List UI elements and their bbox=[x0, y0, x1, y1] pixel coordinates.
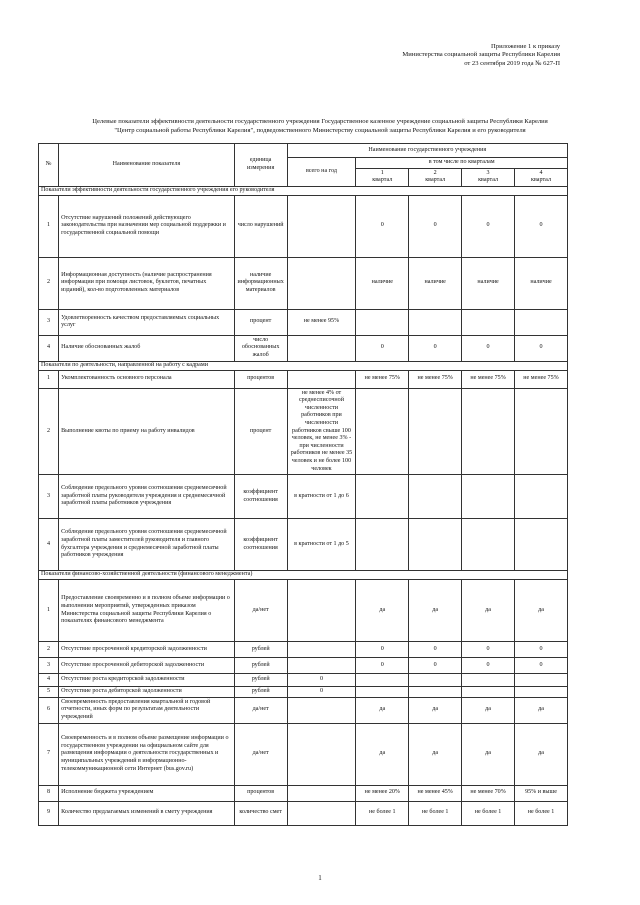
row-quarter-value: да bbox=[462, 697, 515, 723]
row-year-value bbox=[287, 580, 356, 642]
row-quarter-value: не менее 45% bbox=[409, 785, 462, 801]
appendix-block bbox=[402, 43, 560, 68]
row-quarter-value: не более 1 bbox=[409, 801, 462, 825]
row-name: Своевременность предоставления квартальной и годовой отчетности, иных форм по результатам деятельности учреждений bbox=[59, 697, 235, 723]
row-unit: процентов bbox=[234, 370, 287, 388]
row-name: Исполнение бюджета учреждением bbox=[59, 785, 235, 801]
row-name: Соблюдение предельного уровня соотношения среднемесячной заработной платы заместителей руководителя и главного бухгалтера учреждения и среднемесячной заработной платы работников учреждения bbox=[59, 519, 235, 571]
row-quarter-value: да bbox=[409, 723, 462, 785]
row-quarter-value bbox=[462, 309, 515, 335]
row-year-value bbox=[287, 723, 356, 785]
row-quarter-value: 0 bbox=[515, 642, 568, 658]
row-quarter-value: 0 bbox=[409, 335, 462, 361]
section-title: Показатели финансово-хозяйственной деятельности (финансового менеджмента) bbox=[39, 571, 568, 580]
row-quarter-value: да bbox=[356, 580, 409, 642]
row-quarter-value: да bbox=[515, 580, 568, 642]
row-name: Удовлетворенность качеством предоставляемых социальных услуг bbox=[59, 309, 235, 335]
row-quarter-value bbox=[409, 674, 462, 687]
row-quarter-value bbox=[409, 309, 462, 335]
row-number: 6 bbox=[39, 697, 59, 723]
table-row bbox=[39, 309, 568, 335]
row-quarter-value: 0 bbox=[356, 658, 409, 674]
row-year-value: не менее 4% от среднесписочной численности работников при численности работников свыше 100 человек, не менее 3% - при численности работников не менее 35 человек и не более 100 человек bbox=[287, 388, 356, 475]
row-name: Укомплектованность основного персонала bbox=[59, 370, 235, 388]
row-unit: наличие информационных материалов bbox=[234, 257, 287, 309]
row-year-value bbox=[287, 335, 356, 361]
row-quarter-value: не менее 75% bbox=[515, 370, 568, 388]
row-quarter-value: не более 1 bbox=[462, 801, 515, 825]
table-row bbox=[39, 519, 568, 571]
row-year-value bbox=[287, 785, 356, 801]
row-unit: коэффициент соотношения bbox=[234, 475, 287, 519]
row-year-value bbox=[287, 642, 356, 658]
section-header bbox=[39, 571, 568, 580]
row-year-value bbox=[287, 195, 356, 257]
row-number: 2 bbox=[39, 642, 59, 658]
row-quarter-value bbox=[409, 475, 462, 519]
table-row bbox=[39, 580, 568, 642]
row-quarter-value: наличие bbox=[409, 257, 462, 309]
row-quarter-value: 0 bbox=[515, 195, 568, 257]
row-year-value bbox=[287, 257, 356, 309]
row-quarter-value: да bbox=[356, 697, 409, 723]
row-quarter-value: да bbox=[356, 723, 409, 785]
row-quarter-value: 0 bbox=[462, 335, 515, 361]
table-row bbox=[39, 687, 568, 698]
appendix-line: от 23 сентября 2019 года № 627-П bbox=[464, 59, 560, 67]
table-row bbox=[39, 475, 568, 519]
row-quarter-value: 0 bbox=[356, 195, 409, 257]
row-unit: количество смет bbox=[234, 801, 287, 825]
header-name: Наименование показателя bbox=[59, 144, 235, 187]
row-quarter-value: не более 1 bbox=[515, 801, 568, 825]
row-quarter-value: да bbox=[462, 580, 515, 642]
row-quarter-value bbox=[515, 674, 568, 687]
row-year-value bbox=[287, 370, 356, 388]
table-row bbox=[39, 335, 568, 361]
row-quarter-value bbox=[409, 687, 462, 698]
row-number: 1 bbox=[39, 370, 59, 388]
appendix-line: Министерства социальной защиты Республики Карелия bbox=[402, 51, 560, 59]
row-name: Отсутствие роста кредиторской задолженности bbox=[59, 674, 235, 687]
row-quarter-value bbox=[409, 388, 462, 475]
row-unit: число обоснованных жалоб bbox=[234, 335, 287, 361]
row-quarter-value bbox=[462, 687, 515, 698]
row-quarter-value: 0 bbox=[462, 195, 515, 257]
row-quarter-value bbox=[515, 309, 568, 335]
row-quarter-value: не более 1 bbox=[356, 801, 409, 825]
row-year-value bbox=[287, 697, 356, 723]
row-quarter-value: 95% и выше bbox=[515, 785, 568, 801]
table-row bbox=[39, 801, 568, 825]
row-quarter-value: 0 bbox=[515, 335, 568, 361]
section-title: Показатели эффективности деятельности государственного учреждения его руководителя bbox=[39, 186, 568, 195]
row-quarter-value: не менее 70% bbox=[462, 785, 515, 801]
row-unit: коэффициент соотношения bbox=[234, 519, 287, 571]
header-num: № bbox=[39, 144, 59, 187]
row-unit: процент bbox=[234, 388, 287, 475]
row-quarter-value: да bbox=[515, 723, 568, 785]
row-quarter-value: 0 bbox=[462, 658, 515, 674]
table-row bbox=[39, 257, 568, 309]
row-name: Отсутствие роста дебиторской задолженности bbox=[59, 687, 235, 698]
row-name: Наличие обоснованных жалоб bbox=[59, 335, 235, 361]
header-quarters: в том числе по кварталам bbox=[356, 158, 568, 169]
row-quarter-value: не менее 20% bbox=[356, 785, 409, 801]
table-row bbox=[39, 697, 568, 723]
section-header bbox=[39, 186, 568, 195]
row-quarter-value: не менее 75% bbox=[462, 370, 515, 388]
table-row bbox=[39, 388, 568, 475]
table-row bbox=[39, 195, 568, 257]
row-quarter-value: да bbox=[409, 580, 462, 642]
row-quarter-value bbox=[462, 674, 515, 687]
row-number: 5 bbox=[39, 687, 59, 698]
row-number: 3 bbox=[39, 309, 59, 335]
row-quarter-value: 0 bbox=[462, 642, 515, 658]
row-number: 2 bbox=[39, 257, 59, 309]
row-name: Отсутствие нарушений положений действующего законодательства при назначении мер социальной поддержки и государственной социальной помощи bbox=[59, 195, 235, 257]
title-line: "Центр социальной работы Республики Карелия", подведомственного Министерству социальной защиты Республики Карелия и его руководителя bbox=[114, 126, 526, 134]
document-title bbox=[40, 118, 600, 135]
row-quarter-value: да bbox=[515, 697, 568, 723]
row-number: 3 bbox=[39, 658, 59, 674]
row-quarter-value bbox=[515, 519, 568, 571]
row-quarter-value bbox=[356, 674, 409, 687]
header-quarter: 2 квартал bbox=[409, 168, 462, 186]
row-year-value: в кратности от 1 до 5 bbox=[287, 519, 356, 571]
title-line: Целевые показатели эффективности деятельности государственного учреждения Государственное казенное учреждение социальной защиты Республики Карелия bbox=[92, 118, 548, 125]
row-quarter-value bbox=[515, 388, 568, 475]
row-quarter-value bbox=[356, 687, 409, 698]
row-year-value: в кратности от 1 до 6 bbox=[287, 475, 356, 519]
row-number: 9 bbox=[39, 801, 59, 825]
row-unit: рублей bbox=[234, 658, 287, 674]
table-row bbox=[39, 674, 568, 687]
row-year-value: 0 bbox=[287, 674, 356, 687]
row-name: Соблюдение предельного уровня соотношения среднемесячной заработной платы руководителя учреждения и среднемесячной заработной платы работников учреждения bbox=[59, 475, 235, 519]
row-quarter-value bbox=[356, 309, 409, 335]
row-name: Информационная доступность (наличие распространения информации при помощи листовок, буклетов, печатных изданий), кол-во подготовленных материалов bbox=[59, 257, 235, 309]
header-quarter: 3 квартал bbox=[462, 168, 515, 186]
table-row bbox=[39, 370, 568, 388]
row-quarter-value bbox=[462, 519, 515, 571]
row-quarter-value bbox=[356, 388, 409, 475]
row-quarter-value bbox=[409, 519, 462, 571]
header-year: всего на год bbox=[287, 158, 356, 187]
row-unit: рублей bbox=[234, 674, 287, 687]
row-quarter-value: 0 bbox=[515, 658, 568, 674]
header-institution: Наименование государственного учреждения bbox=[287, 144, 567, 158]
row-quarter-value: не менее 75% bbox=[356, 370, 409, 388]
table-row bbox=[39, 658, 568, 674]
row-name: Отсутствие просроченной кредиторской задолженности bbox=[59, 642, 235, 658]
row-name: Отсутствие просроченной дебиторской задолженности bbox=[59, 658, 235, 674]
row-year-value: 0 bbox=[287, 687, 356, 698]
table-body bbox=[39, 186, 568, 825]
header-quarter: 1 квартал bbox=[356, 168, 409, 186]
row-name: Выполнение квоты по приему на работу инвалидов bbox=[59, 388, 235, 475]
row-quarter-value: 0 bbox=[409, 195, 462, 257]
row-quarter-value bbox=[515, 475, 568, 519]
row-quarter-value: наличие bbox=[356, 257, 409, 309]
row-quarter-value: наличие bbox=[515, 257, 568, 309]
row-name: Своевременность и в полном объеме размещение информации о государственном учреждении на официальном сайте для размещения информации о деятельности государственных и муниципальных учреждений в информационно-телекоммуникационной сети Интернет (bus.gov.ru) bbox=[59, 723, 235, 785]
row-number: 3 bbox=[39, 475, 59, 519]
row-quarter-value: да bbox=[462, 723, 515, 785]
section-header bbox=[39, 361, 568, 370]
row-quarter-value: наличие bbox=[462, 257, 515, 309]
row-name: Предоставление своевременно и в полном объеме информации о выполнении мероприятий, утвержденных приказом Министерства социальной защиты Республики Карелия о показателях финансового менеджмента bbox=[59, 580, 235, 642]
row-unit: да/нет bbox=[234, 697, 287, 723]
row-unit: рублей bbox=[234, 642, 287, 658]
row-unit: рублей bbox=[234, 687, 287, 698]
header-unit: единица измерения bbox=[234, 144, 287, 187]
row-number: 2 bbox=[39, 388, 59, 475]
row-quarter-value: да bbox=[409, 697, 462, 723]
page-number: 1 bbox=[318, 874, 322, 882]
row-quarter-value: не менее 75% bbox=[409, 370, 462, 388]
row-unit: да/нет bbox=[234, 723, 287, 785]
indicators-table bbox=[38, 143, 568, 826]
row-quarter-value: 0 bbox=[409, 642, 462, 658]
table-row bbox=[39, 723, 568, 785]
row-unit: процент bbox=[234, 309, 287, 335]
row-quarter-value bbox=[462, 388, 515, 475]
row-quarter-value bbox=[515, 687, 568, 698]
table-row bbox=[39, 785, 568, 801]
row-unit: процентов bbox=[234, 785, 287, 801]
row-quarter-value: 0 bbox=[356, 335, 409, 361]
row-number: 8 bbox=[39, 785, 59, 801]
row-number: 1 bbox=[39, 580, 59, 642]
table-row bbox=[39, 642, 568, 658]
row-unit: число нарушений bbox=[234, 195, 287, 257]
row-quarter-value bbox=[356, 475, 409, 519]
section-title: Показатели по деятельности, направленной на работу с кадрами bbox=[39, 361, 568, 370]
row-quarter-value bbox=[462, 475, 515, 519]
row-unit: да/нет bbox=[234, 580, 287, 642]
row-quarter-value: 0 bbox=[356, 642, 409, 658]
appendix-line: Приложение 1 к приказу bbox=[491, 43, 560, 50]
row-number: 4 bbox=[39, 335, 59, 361]
row-number: 1 bbox=[39, 195, 59, 257]
row-number: 4 bbox=[39, 674, 59, 687]
row-year-value bbox=[287, 801, 356, 825]
row-number: 7 bbox=[39, 723, 59, 785]
row-number: 4 bbox=[39, 519, 59, 571]
header-quarter: 4 квартал bbox=[515, 168, 568, 186]
row-year-value bbox=[287, 658, 356, 674]
row-year-value: не менее 95% bbox=[287, 309, 356, 335]
row-name: Количество предлагаемых изменений в смету учреждения bbox=[59, 801, 235, 825]
row-quarter-value bbox=[356, 519, 409, 571]
row-quarter-value: 0 bbox=[409, 658, 462, 674]
